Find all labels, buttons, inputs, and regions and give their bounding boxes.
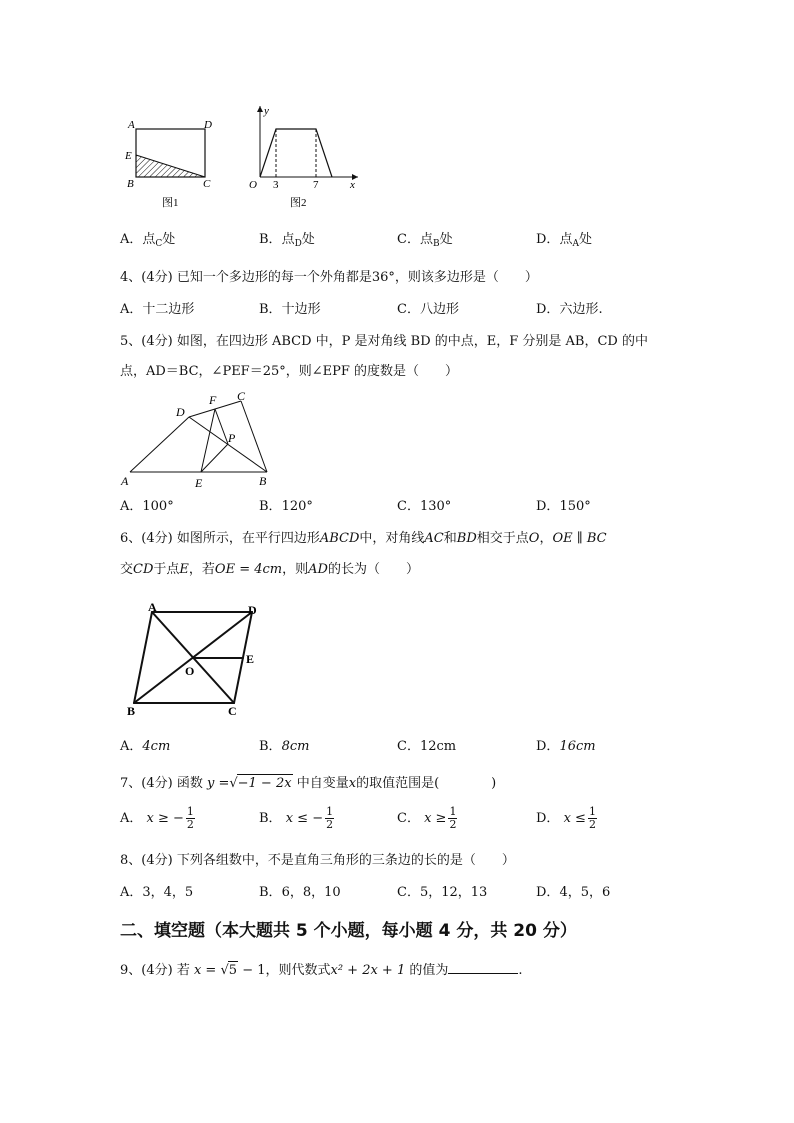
q3-option-a: A．点$_C$处 — [120, 232, 176, 249]
q5-stem-line1: 5、(4分) 如图，在四边形 ABCD 中，P 是对角线 BD 的中点，E，F 分别是 AB，CD 的中 — [120, 334, 648, 349]
q5-fig-label-F: F — [209, 393, 217, 407]
q4-option-c: C．八边形 — [397, 302, 459, 317]
q6-option-c: C．12cm — [397, 739, 457, 754]
q5-stem-line2: 点，AD＝BC，∠PEF＝25°，则∠EPF 的度数是（ ） — [120, 364, 459, 379]
figure-2 — [240, 100, 364, 212]
q3-option-d: D．点$_A$处 — [536, 232, 592, 249]
q6-fig-label-A: A — [148, 600, 157, 614]
fig2-label-y: y — [264, 105, 269, 117]
q7-stem: 7、(4分) 函数 y =√−1 − 2x 中自变量x的取值范围是( ) — [120, 776, 497, 791]
q8-option-c: C．5，12，13 — [397, 885, 488, 900]
q7-option-d: D． x ≤ $\frac{1}{2}$ — [536, 805, 596, 831]
q7-option-b: B． x ≤ − $\frac{1}{2}$ — [259, 805, 334, 831]
fig2-caption: 图2 — [290, 197, 307, 209]
q7-option-a: A． x ≥ − $\frac{1}{2}$ — [120, 805, 194, 831]
q5-fig-label-E: E — [195, 476, 203, 490]
q4-option-a: A．十二边形 — [120, 302, 195, 317]
q5-option-a: A．100° — [120, 499, 174, 514]
sqrt-icon: √ — [229, 776, 238, 791]
q5-fig-label-A: A — [121, 474, 129, 488]
q5-option-d: D．150° — [536, 499, 591, 514]
fig2-tick-7: 7 — [313, 179, 319, 191]
q6-fig-label-C: C — [228, 704, 237, 718]
q6-fig-label-D: D — [248, 603, 257, 617]
fig1-label-D: D — [204, 119, 212, 131]
q6-figure — [122, 598, 272, 722]
section-2-title: 二、填空题（本大题共 5 个小题，每小题 4 分，共 20 分） — [120, 921, 577, 941]
q8-option-b: B．6，8，10 — [259, 885, 341, 900]
q7-option-c: C． x ≥ $\frac{1}{2}$ — [397, 805, 457, 831]
q5-fig-label-P: P — [228, 431, 236, 445]
answer-blank[interactable] — [448, 961, 518, 974]
q6-option-a: A．4cm — [120, 739, 171, 754]
q5-option-c: C．130° — [397, 499, 452, 514]
q6-fig-label-O: O — [185, 664, 195, 678]
q6-stem-line1: 6、(4分) 如图所示，在平行四边形ABCD中，对角线AC和BD相交于点O，OE ∥ BC — [120, 531, 607, 546]
sqrt-icon: √ — [220, 963, 229, 978]
q5-fig-label-B: B — [259, 474, 267, 488]
q5-fig-label-C: C — [237, 389, 246, 403]
q4-option-d: D．六边形. — [536, 302, 603, 317]
q4-option-b: B．十边形 — [259, 302, 321, 317]
fig2-tick-3: 3 — [273, 179, 279, 191]
q8-option-d: D．4，5，6 — [536, 885, 611, 900]
q8-option-a: A．3，4，5 — [120, 885, 194, 900]
q6-stem-line2: 交CD于点E，若OE = 4cm，则AD的长为（ ） — [120, 562, 419, 577]
fig1-label-E: E — [125, 150, 132, 162]
fig2-label-x: x — [350, 179, 355, 191]
fig1-caption: 图1 — [162, 197, 179, 209]
q3-option-c: C．点$_B$处 — [397, 232, 453, 249]
fig2-label-O: O — [249, 179, 257, 191]
q3-option-b: B．点$_D$处 — [259, 232, 315, 249]
fig1-label-C: C — [203, 178, 211, 190]
fig1-label-B: B — [127, 178, 134, 190]
q5-option-b: B．120° — [259, 499, 313, 514]
figure-1 — [118, 112, 218, 212]
q6-option-d: D．16cm — [536, 739, 596, 754]
q6-fig-label-B: B — [127, 704, 136, 718]
fig1-label-A: A — [128, 119, 135, 131]
q4-stem: 4、(4分) 已知一个多边形的每一个外角都是36°，则该多边形是（ ） — [120, 270, 538, 285]
q6-option-b: B．8cm — [259, 739, 310, 754]
q5-fig-label-D: D — [176, 405, 185, 419]
q9-stem: 9、(4分) 若 x = √5 − 1，则代数式x² + 2x + 1 的值为 . — [120, 963, 523, 978]
q6-fig-label-E: E — [246, 652, 255, 666]
q8-stem: 8、(4分) 下列各组数中，不是直角三角形的三条边的长的是（ ） — [120, 853, 515, 868]
q5-figure — [118, 388, 278, 490]
